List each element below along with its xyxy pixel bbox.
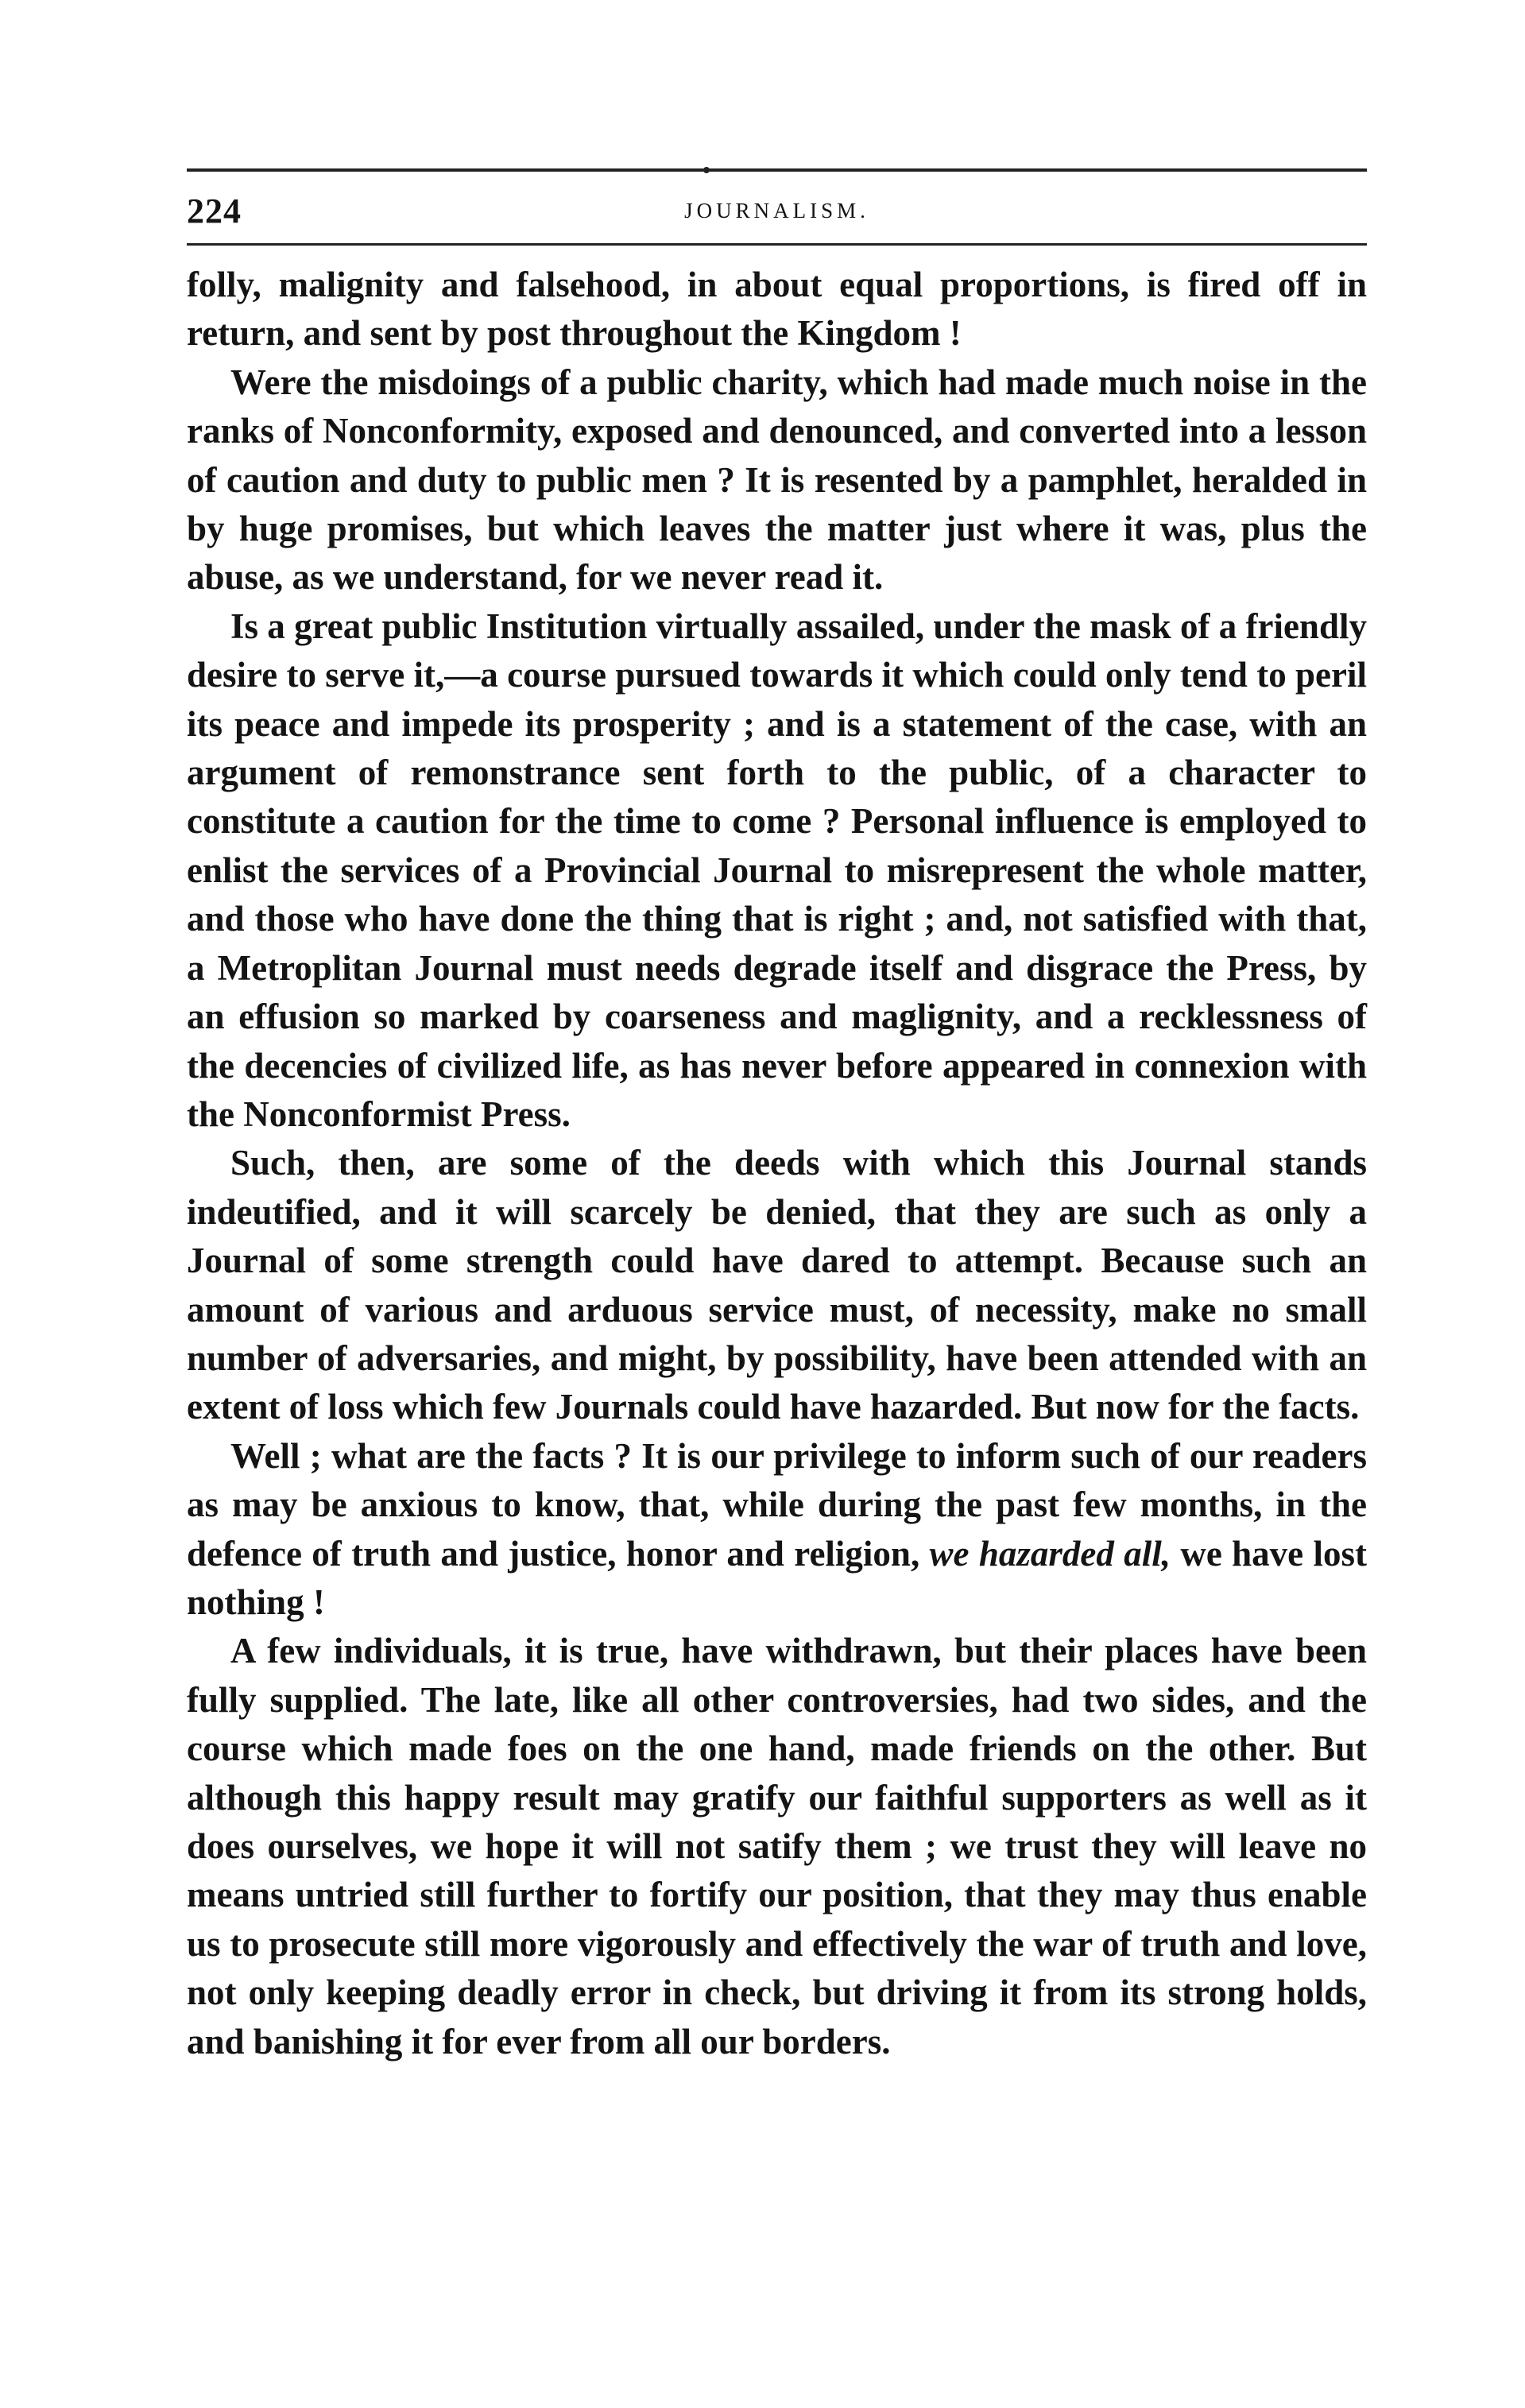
paragraph-2: Were the misdoings of a public charity, which had made much noise in the ranks of Nonconformity, exposed and denounced, and converted into a lesson of caution and duty to public men ? It is resented by a pamphlet, heralded in by huge promises, but which leaves the matter just where it was, plus the abuse, as we understand, for we never read it. xyxy=(187,362,1367,598)
paragraph-6: A few individuals, it is true, have withdrawn, but their places have been fully supplied. The late, like all other controversies, had two sides, and the course which made foes on the one hand, made friends on the other. But although this happy result may gratify our faithful supporters as well as it does ourselves, we hope it will not satify them ; we trust they will leave no means untried still further to fortify our position, that they may thus enable us to prosecute still more vigorously and effectively the war of truth and love, not only keeping deadly error in check, but driving it from its strong holds, and banishing it for ever from all our borders. xyxy=(187,1631,1367,2062)
header-rule xyxy=(187,243,1367,246)
paragraph-1: folly, malignity and falsehood, in about equal proportions, is fired off in return, and sent by post throughout the Kingdom ! xyxy=(187,265,1367,354)
paragraph-4: Such, then, are some of the deeds with which this Journal stands indeutified, and it will scarcely be denied, that they are such as only a Journal of some strength could have dared to attempt. Because such an amount of various and arduous service must, of necessity, make no small number of adversaries, and might, by possibility, have been attended with an extent of loss which few Journals could have hazarded. But now for the facts. xyxy=(187,1143,1367,1427)
paragraph-5-start: Well ; what are the facts ? It is our privilege to inform such of our readers as may be anxious to know, that, while during the past few months, in the defence of truth and justice, honor and religion, xyxy=(187,1435,1367,1574)
book-page xyxy=(187,151,1367,2297)
body-text xyxy=(187,261,1367,2066)
running-title: JOURNALISM. xyxy=(684,199,869,223)
running-head xyxy=(187,191,1367,238)
top-rule xyxy=(187,168,1367,172)
paragraph-5 xyxy=(187,1432,1367,1628)
paragraph-5-emphasis: we hazarded all, xyxy=(929,1533,1171,1574)
page-number: 224 xyxy=(187,192,242,230)
paragraph-5-end: we have lost nothing ! xyxy=(187,1533,1367,1622)
paragraph-3: Is a great public Institution virtually assailed, under the mask of a friendly desire to serve it,—a course pursued towards it which could only tend to peril its peace and impede its prosperity ; and is a statement of the case, with an argument of remonstrance sent forth to the public, of a character to constitute a caution for the time to come ? Personal influence is employed to enlist the services of a Provincial Journal to misrepresent the whole matter, and those who have done the thing that is right ; and, not satisfied with that, a Metroplitan Journal must needs degrade itself and disgrace the Press, by an effusion so marked by coarseness and maglignity, and a recklessness of the decencies of civilized life, as has never before appeared in connexion with the Nonconformist Press. xyxy=(187,606,1367,1134)
